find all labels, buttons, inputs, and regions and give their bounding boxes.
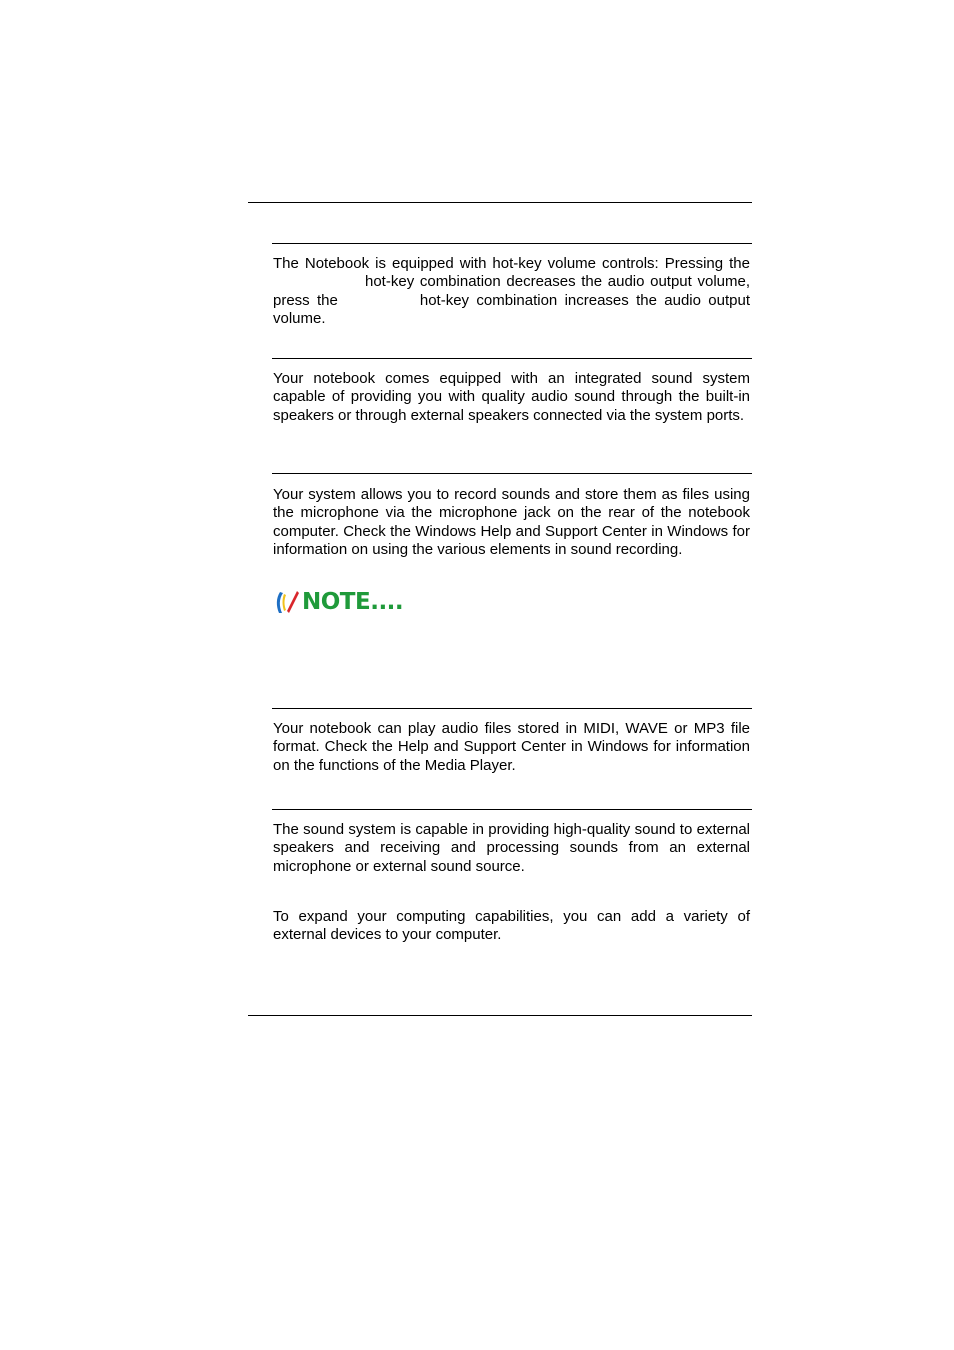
section-rule-playback bbox=[272, 708, 752, 709]
external-audio-paragraph: The sound system is capable in providing high-quality sound to external speakers and receiving and processing sounds from an external microphone or external sound source. bbox=[273, 821, 750, 875]
volume-text-part3: hot-key combination increases the audio output volume. bbox=[273, 291, 750, 328]
header-rule bbox=[248, 202, 752, 203]
section-rule-sound-system bbox=[272, 358, 752, 359]
note-pencil-icon bbox=[275, 589, 299, 615]
volume-text-part1: The Notebook is equipped with hot-key volume controls: Pressing the bbox=[273, 255, 750, 272]
footer-rule bbox=[248, 1015, 752, 1016]
section-rule-volume bbox=[272, 243, 752, 244]
section-rule-external-audio bbox=[272, 809, 752, 810]
recording-paragraph: Your system allows you to record sounds and store them as files using the microphone via the microphone jack on the rear of the notebook computer. Check the Windows Help and Support Center in Windows for information on using the various elements in sound recording. bbox=[273, 486, 750, 559]
volume-text-part2: hot-key combination decreases the audio output volume, press the bbox=[273, 273, 750, 309]
playback-paragraph: Your notebook can play audio files stored in MIDI, WAVE or MP3 file format. Check the Help and Support Center in Windows for information on the functions of the Media Player. bbox=[273, 720, 750, 774]
note-logo bbox=[275, 588, 403, 616]
section-rule-recording bbox=[272, 473, 752, 474]
volume-paragraph bbox=[273, 255, 750, 329]
sound-system-paragraph: Your notebook comes equipped with an integrated sound system capable of providing you with quality audio sound through the built-in speakers or through external speakers connected via the system ports. bbox=[273, 370, 750, 424]
note-label: NOTE.... bbox=[302, 589, 404, 615]
expansion-paragraph: To expand your computing capabilities, you can add a variety of external devices to your computer. bbox=[273, 908, 750, 944]
